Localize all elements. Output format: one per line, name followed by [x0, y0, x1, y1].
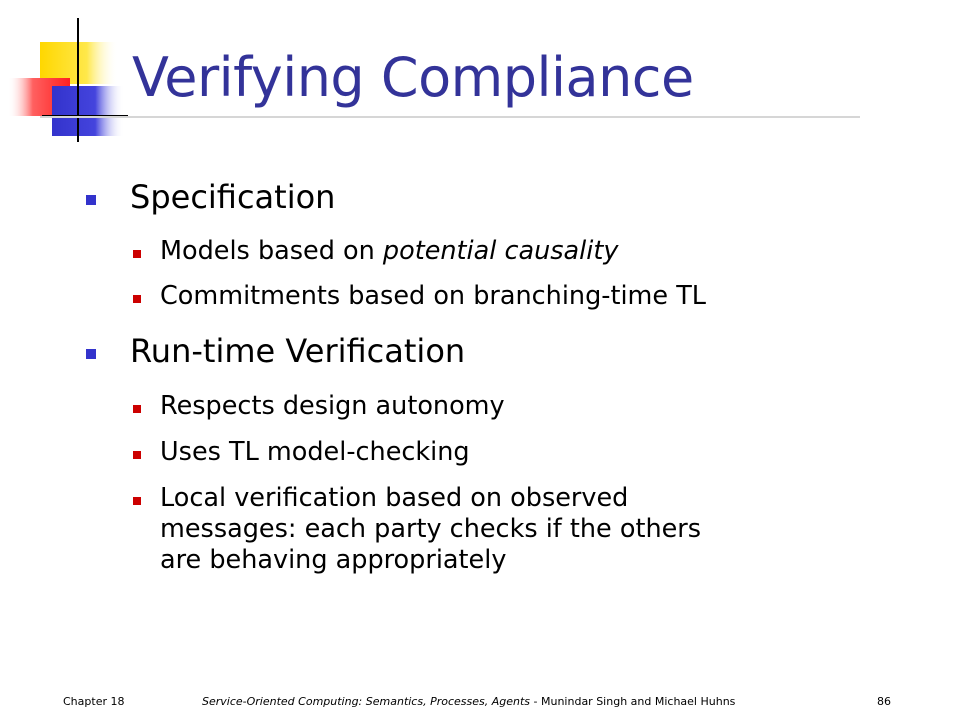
- sub-bullet-square-icon: [133, 451, 141, 459]
- footer-page-number: 86: [877, 695, 891, 708]
- section-heading: Specification: [130, 178, 336, 216]
- footer-title: [202, 695, 735, 708]
- title-divider: [40, 116, 860, 118]
- section-heading: Run-time Verification: [130, 332, 466, 370]
- sub-bullet-square-icon: [133, 405, 141, 413]
- decorative-logo: [0, 0, 140, 150]
- bullet-item-line: Local verification based on observed: [160, 483, 629, 513]
- slide-title: Verifying Compliance: [132, 46, 694, 109]
- bullet-item-text: Models based on: [160, 236, 383, 266]
- bullet-item-emphasis: potential causality: [382, 236, 619, 266]
- sub-bullet-square-icon: [133, 250, 141, 258]
- bullet-item: [160, 236, 618, 267]
- bullet-item-multiline: [160, 483, 701, 576]
- footer-authors: - Munindar Singh and Michael Huhns: [530, 695, 736, 708]
- bullet-item-line: messages: each party checks if the others: [160, 514, 702, 544]
- bullet-square-icon: [86, 349, 96, 359]
- sub-bullet-square-icon: [133, 497, 141, 505]
- bullet-item-line: are behaving appropriately: [160, 545, 507, 575]
- footer-course-title: Service-Oriented Computing: Semantics, Processes, Agents: [202, 695, 531, 708]
- bullet-item: Commitments based on branching-time TL: [160, 281, 706, 311]
- bullet-square-icon: [86, 195, 96, 205]
- bullet-item: Uses TL model-checking: [160, 437, 470, 467]
- bullet-item: Respects design autonomy: [160, 391, 505, 421]
- footer-chapter: Chapter 18: [63, 695, 125, 708]
- sub-bullet-square-icon: [133, 295, 141, 303]
